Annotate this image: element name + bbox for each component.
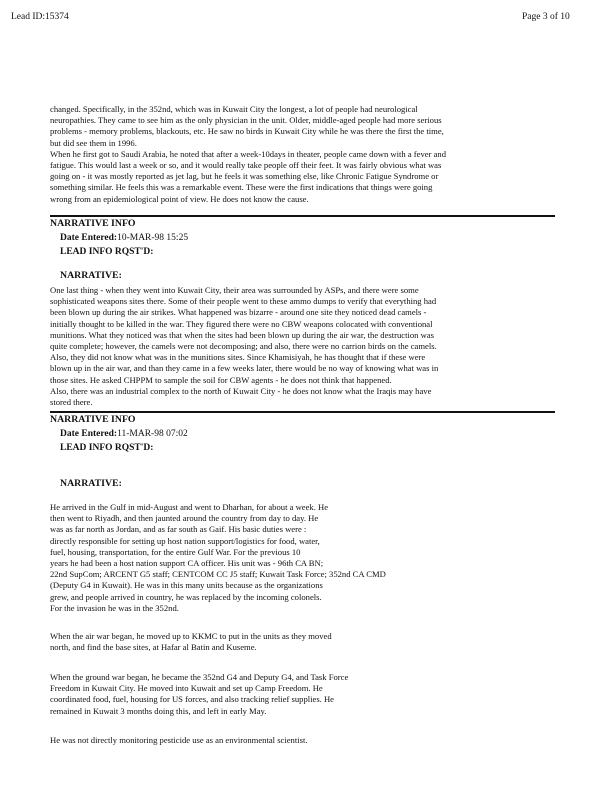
text-line: grew, and people arrived in country, he was replaced by the incoming colonels. [50,591,322,602]
date-entered-field [60,233,188,243]
text-line: When he first got to Saudi Arabia, he noted that after a week-10days in theater, people came down with a fever and [50,148,447,159]
text-line: For the invasion he was in the 352nd. [50,602,179,613]
text-line: north, and find the base sites, at Hafar al Batin and Kuseme. [50,642,257,653]
date-entered-value: 10-MAR-98 15:25 [117,233,189,243]
text-line: When the air war began, he moved up to KKMC to put in the units as they moved [50,631,332,641]
text-line: wrong from an epidemiological point of view. He does not know the cause. [50,193,309,204]
text-line: Also, there was an industrial complex to the north of Kuwait City - he does not know what the Iraqis may have [50,385,432,396]
text-line: then went to Riyadh, and then jaunted around the country from day to day. He [50,513,319,524]
text-line: He was not directly monitoring pesticide use as an environmental scientist. [50,735,308,745]
section-divider [50,215,555,217]
text-line: neuropathies. They came to see him as the only physician in the unit. Older, middle-aged people had more serious [50,115,442,126]
narrative-paragraph [50,735,308,746]
date-entered-value: 11-MAR-98 07:02 [117,429,188,439]
text-line: fuel, housing, transportation, for the entire Gulf War. For the previous 10 [50,546,301,557]
text-line: One last thing - when they went into Kuwait City, their area was surrounded by ASPs, and there were some [50,285,419,295]
text-line: stored there. [50,397,93,408]
text-line: those sites. He asked CHPPM to sample the soil for CBW agents - he does not think that happened. [50,374,392,385]
text-line: years he had been a host nation support CA officer. His unit was - 96th CA BN; [50,558,324,569]
text-line: changed. Specifically, in the 352nd, which was in Kuwait City the longest, a lot of people had neurological [50,104,418,114]
text-line: munitions. What they noticed was that when the sites had been blown up during the air war, the destruction was [50,329,434,340]
narrative-paragraph [50,631,332,653]
narrative-info-heading: NARRATIVE INFO [50,218,136,229]
text-line: sophisticated weapons sites there. Some of their people went to these ammo dumps to verify that everything had [50,296,437,307]
lead-id: Lead ID:15374 [11,12,69,22]
text-line: 22nd SupCom; ARCENT G5 staff; CENTCOM CC J5 staff; Kuwait Task Force; 352nd CA CMD [50,569,386,580]
text-line: fatigue. This would last a week or so, and it would really take people off their feet. It was fairly obvious what was [50,160,442,171]
text-line: going on - it was mostly reported as jet lag, but he feels it was something else, like Chronic Fatigue Syndrome or [50,171,439,182]
text-line: remained in Kuwait 3 months doing this, and left in early May. [50,705,267,716]
lead-info-label: LEAD INFO RQST'D: [60,443,154,453]
text-line: Also, they did not know what was in the munitions sites. Since Khamisiyah, he has thought that if these were [50,352,426,363]
continued-narrative [50,104,555,205]
text-line: but did see them in 1996. [50,137,137,148]
narrative-label: NARRATIVE: [60,478,122,489]
narrative-paragraph [50,672,348,717]
text-line: He arrived in the Gulf in mid-August and went to Dharhan, for about a week. He [50,502,329,512]
text-line: been blown up during the air strikes. What happened was bizarre - around one site they noticed dead camels - [50,307,427,318]
lead-info-field [60,247,153,257]
narrative-paragraph [50,502,386,614]
text-line: quite complete; however, the camels were not decomposing; and also, there were no carrion birds on the camels. [50,341,437,352]
text-line: blown up in the air war, and than they came in a few weeks later, there would be no way of knowing what was in [50,363,439,374]
date-entered-field [60,429,188,439]
narrative-text [50,285,555,408]
narrative-label: NARRATIVE: [60,270,122,281]
text-line: was as far north as Jordan, and as far south as Gaif. His basic duties were : [50,524,307,535]
text-line: directly responsible for setting up host nation support/logistics for food, water, [50,535,320,546]
lead-info-field [60,443,153,453]
text-line: initially thought to be killed in the war. They figured there were no CBW weapons colocated with conventional [50,318,433,329]
lead-info-label: LEAD INFO RQST'D: [60,247,154,257]
page-number: Page 3 of 10 [522,12,570,22]
date-entered-label: Date Entered: [60,233,118,243]
date-entered-label: Date Entered: [60,429,118,439]
section-divider [50,411,555,413]
text-line: problems - memory problems, blackouts, etc. He saw no birds in Kuwait City while he was there the first the time, [50,126,444,137]
text-line: something similar. He feels this was a remarkable event. These were the first indications that things were going [50,182,433,193]
text-line: coordinated food, fuel, housing for US forces, and also tracking relief supplies. He [50,694,334,705]
text-line: (Deputy G4 in Kuwait). He was in this many units because as the organizations [50,580,323,591]
text-line: Freedom in Kuwait City. He moved into Kuwait and set up Camp Freedom. He [50,683,323,694]
narrative-info-heading: NARRATIVE INFO [50,414,136,425]
text-line: When the ground war began, he became the 352nd G4 and Deputy G4, and Task Force [50,672,349,682]
